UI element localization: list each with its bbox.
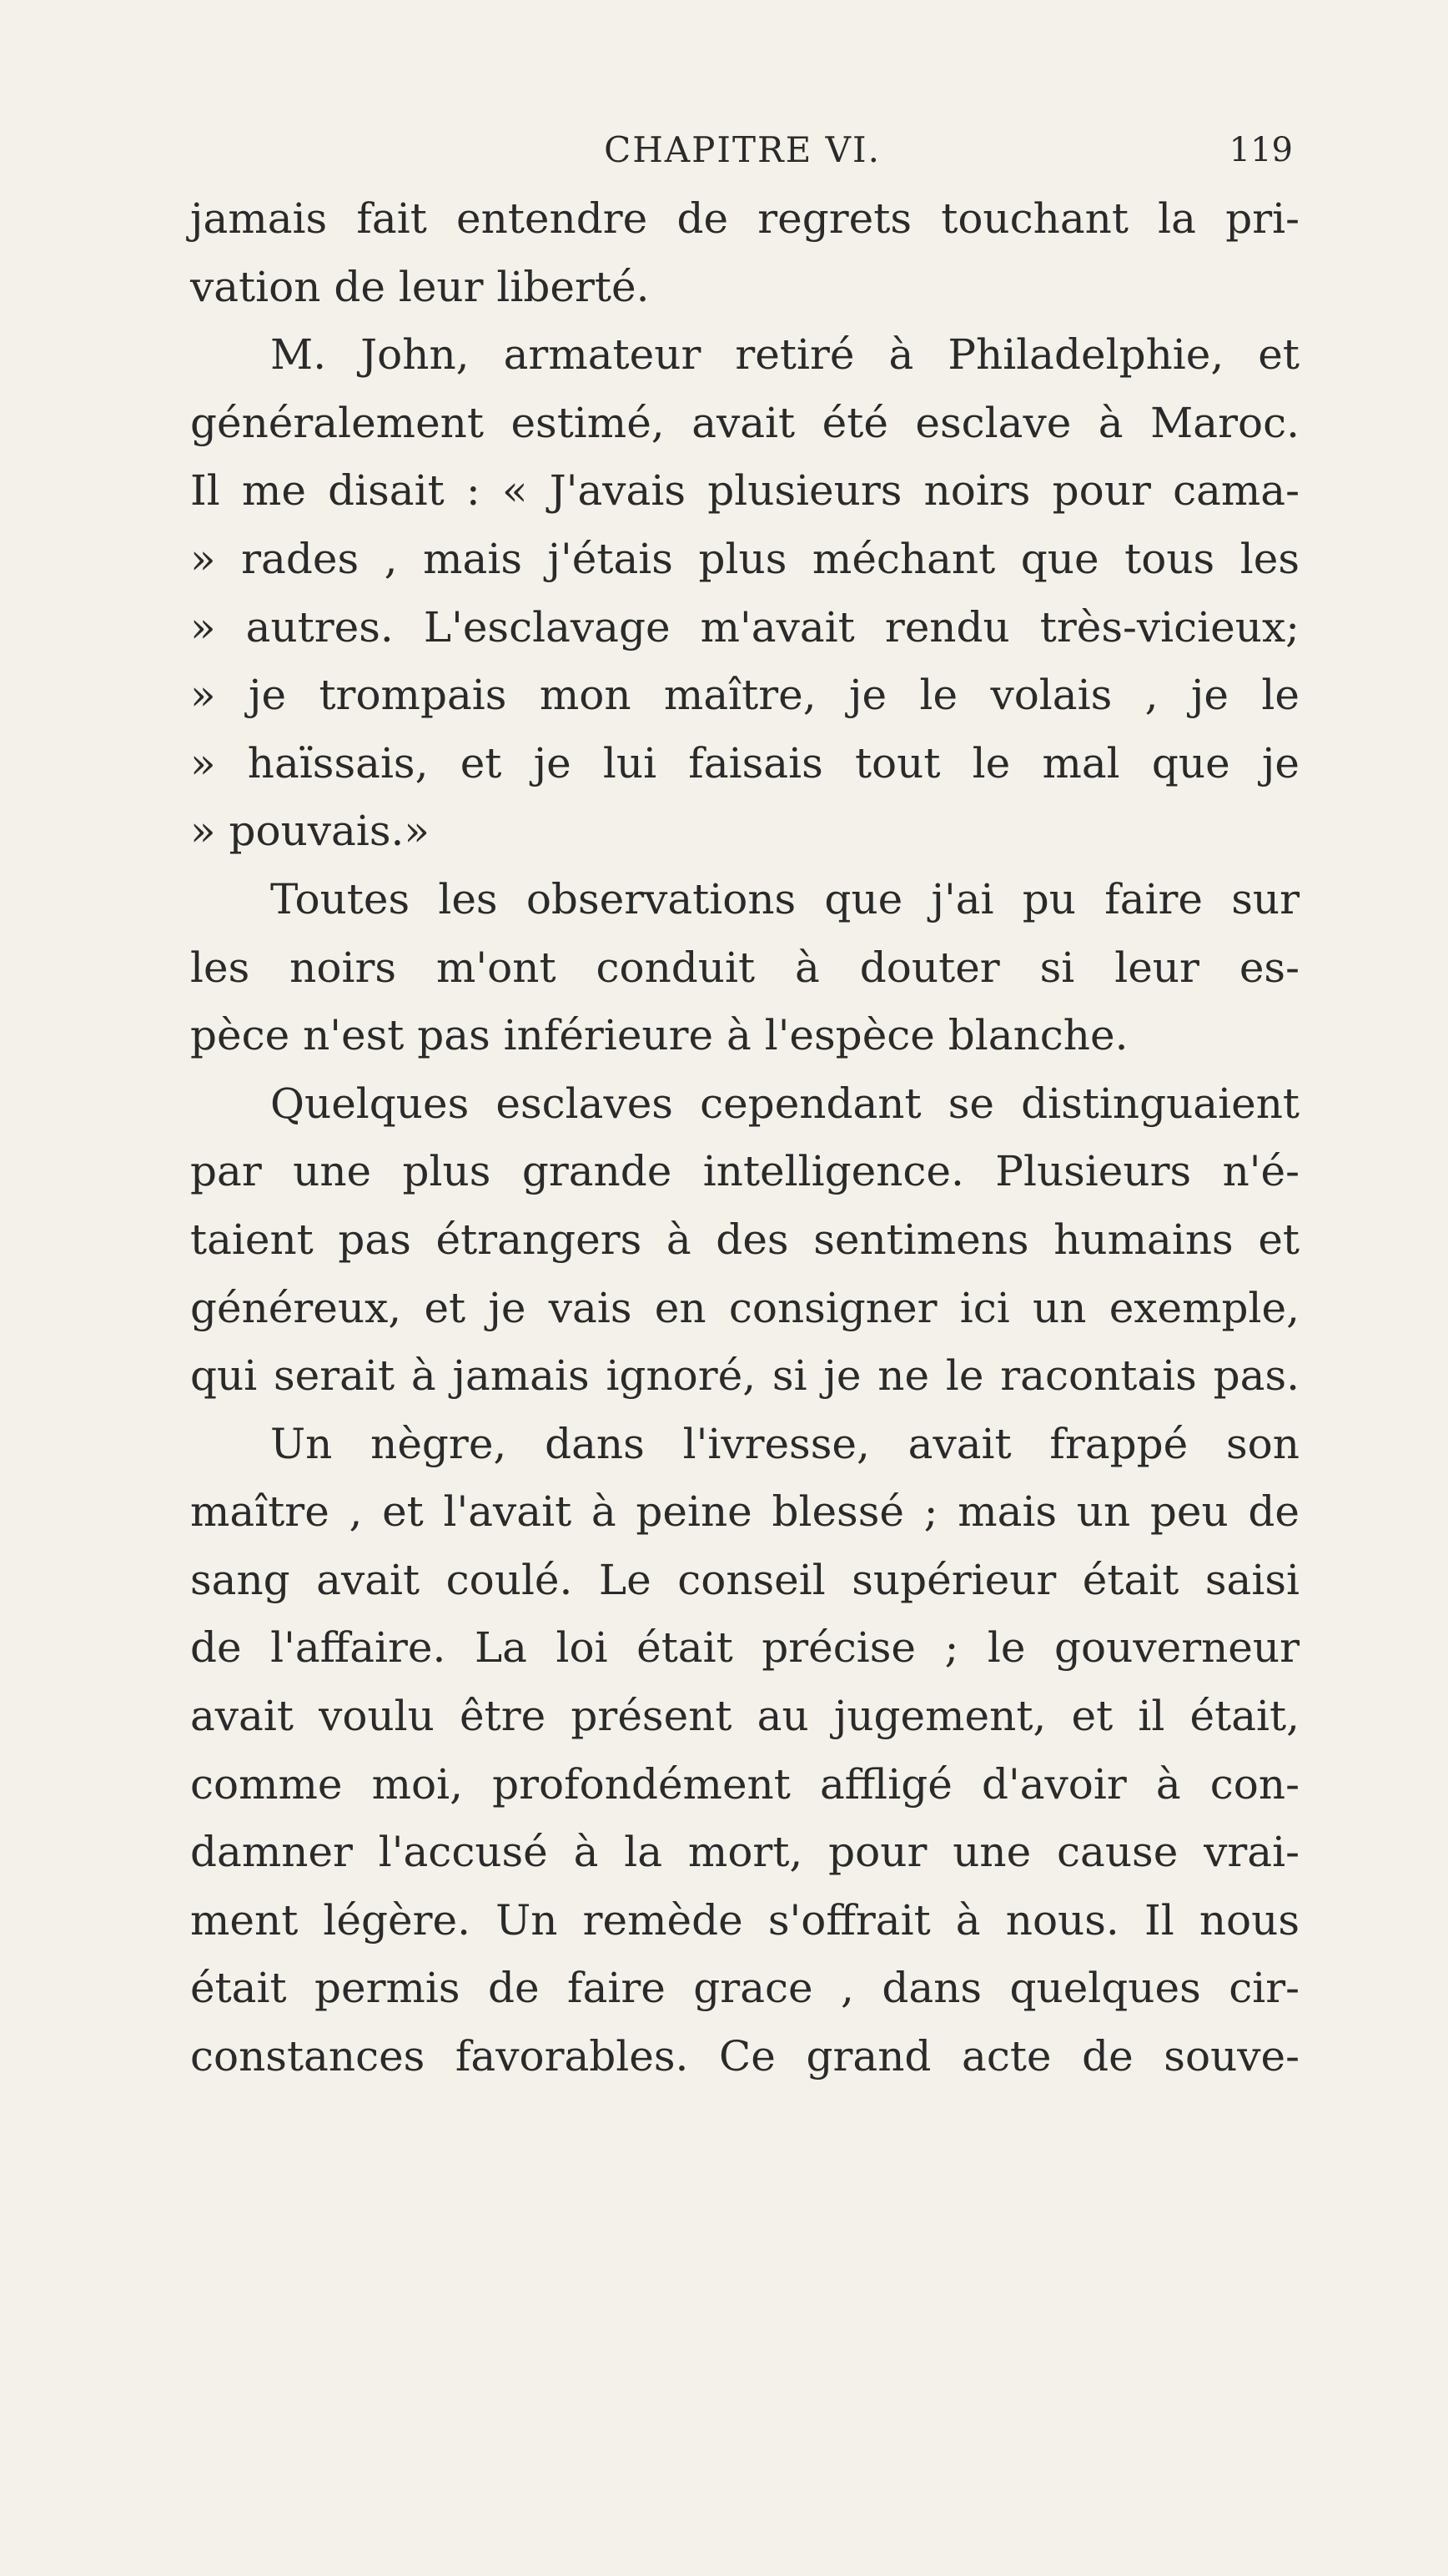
text-line: était permis de faire grace , dans quelques cir- xyxy=(190,1964,1300,2013)
text-line: » pouvais.» xyxy=(190,807,430,856)
text-line: » autres. L'esclavage m'avait rendu très-vicieux; xyxy=(190,602,1300,652)
text-line: pèce n'est pas inférieure à l'espèce blanche. xyxy=(190,1011,1129,1060)
text-line: jamais fait entendre de regrets touchant la pri- xyxy=(190,194,1300,243)
text-line: maître , et l'avait à peine blessé ; mais un peu de xyxy=(190,1487,1300,1537)
text-line: taient pas étrangers à des sentimens humains et xyxy=(190,1215,1300,1264)
text-line: Un nègre, dans l'ivresse, avait frappé son xyxy=(270,1419,1300,1468)
page-header xyxy=(192,125,1293,184)
body-text xyxy=(190,185,1300,2091)
text-line: vation de leur liberté. xyxy=(190,262,650,311)
text-line: Il me disait : « J'avais plusieurs noirs pour cama- xyxy=(190,466,1300,516)
text-line: M. John, armateur retiré à Philadelphie, et xyxy=(270,330,1300,380)
text-line: généreux, et je vais en consigner ici un exemple, xyxy=(190,1283,1300,1332)
text-line: généralement estimé, avait été esclave à Maroc. xyxy=(190,398,1300,447)
text-line: » haïssais, et je lui faisais tout le mal que je xyxy=(190,738,1300,787)
running-title: CHAPITRE VI. xyxy=(604,129,881,170)
text-line: comme moi, profondément affligé d'avoir à con- xyxy=(190,1759,1300,1809)
text-line: de l'affaire. La loi était précise ; le gouverneur xyxy=(190,1623,1300,1673)
text-line: sang avait coulé. Le conseil supérieur était saisi xyxy=(190,1555,1300,1604)
text-line: ment légère. Un remède s'offrait à nous. Il nous xyxy=(190,1895,1300,1945)
text-line: les noirs m'ont conduit à douter si leur es- xyxy=(190,943,1300,992)
page-number: 119 xyxy=(1229,131,1293,169)
text-line: » rades , mais j'étais plus méchant que tous les xyxy=(190,534,1300,583)
text-line: constances favorables. Ce grand acte de souve- xyxy=(190,2032,1300,2081)
text-line: Quelques esclaves cependant se distinguaient xyxy=(270,1079,1300,1128)
text-line: avait voulu être présent au jugement, et il était, xyxy=(190,1692,1300,1741)
text-line: » je trompais mon maître, je le volais , je le xyxy=(190,671,1300,720)
text-line: qui serait à jamais ignoré, si je ne le racontais pas. xyxy=(190,1351,1300,1401)
text-line: Toutes les observations que j'ai pu faire sur xyxy=(270,874,1300,923)
text-line: damner l'accusé à la mort, pour une cause vrai- xyxy=(190,1828,1300,1877)
text-line: par une plus grande intelligence. Plusieurs n'é- xyxy=(190,1147,1300,1196)
